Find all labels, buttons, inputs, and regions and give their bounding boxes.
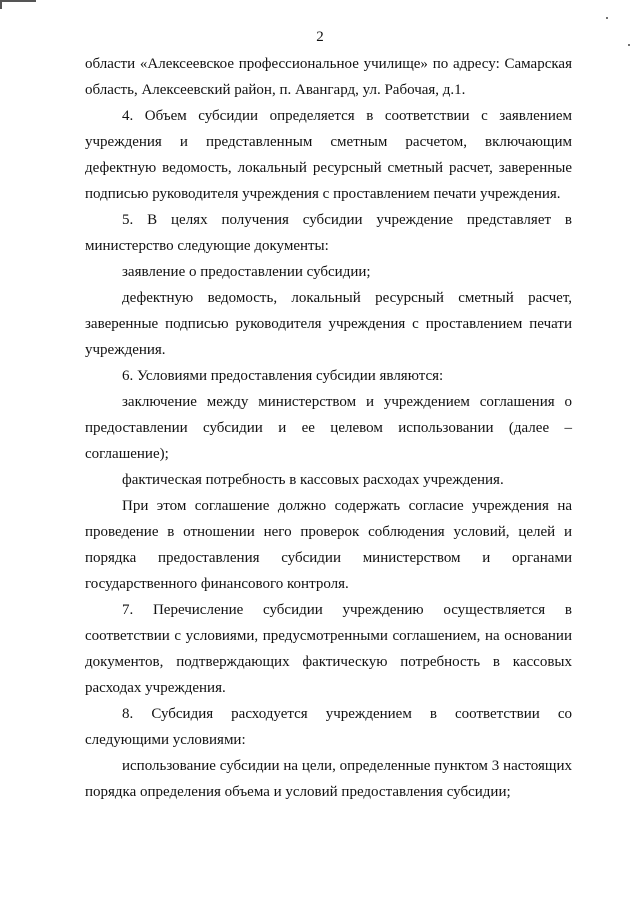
paragraph-item-7: 7. Перечисление субсидии учреждению осуществляется в соответствии с условиями, предусмотренными соглашением, на основании документов, подтверждающих фактическую потребность в кассовых расходах учреждения.: [85, 602, 572, 696]
document-body: [85, 51, 572, 805]
paragraph-item-5: 5. В целях получения субсидии учреждение представляет в министерство следующие документы:: [85, 212, 572, 254]
page-number: 2: [316, 29, 324, 45]
paragraph-defect-statement: дефектную ведомость, локальный ресурсный сметный расчет, заверенные подписью руководителя учреждения с проставлением печати учреждения.: [85, 290, 572, 358]
paragraph-agreement: заключение между министерством и учреждением соглашения о предоставлении субсидии и ее целевом использовании (далее – соглашение);: [85, 394, 572, 462]
scan-corner-mark: [0, 0, 36, 10]
paragraph-agreement-consent: При этом соглашение должно содержать согласие учреждения на проведение в отношении него проверок соблюдения условий, целей и порядка предоставления субсидии министерством и органами государственного финансового контроля.: [85, 498, 572, 592]
paragraph-usage-condition: использование субсидии на цели, определенные пунктом 3 настоящих порядка определения объема и условий предоставления субсидии;: [85, 758, 572, 800]
scan-speck: [606, 17, 608, 19]
paragraph-item-8: 8. Субсидия расходуется учреждением в соответствии со следующими условиями:: [85, 706, 572, 748]
paragraph-actual-need: фактическая потребность в кассовых расходах учреждения.: [122, 472, 504, 488]
paragraph-item-6: 6. Условиями предоставления субсидии являются:: [122, 368, 444, 384]
paragraph-item-4: 4. Объем субсидии определяется в соответствии с заявлением учреждения и представленным сметным расчетом, включающим дефектную ведомость, локальный ресурсный сметный расчет, заверенные подписью руководителя учреждения с проставлением печати учреждения.: [85, 108, 572, 202]
paragraph-application: заявление о предоставлении субсидии;: [122, 264, 371, 280]
paragraph-continuation: области «Алексеевское профессиональное училище» по адресу: Самарская область, Алексеевский район, п. Авангард, ул. Рабочая, д.1.: [85, 56, 572, 98]
